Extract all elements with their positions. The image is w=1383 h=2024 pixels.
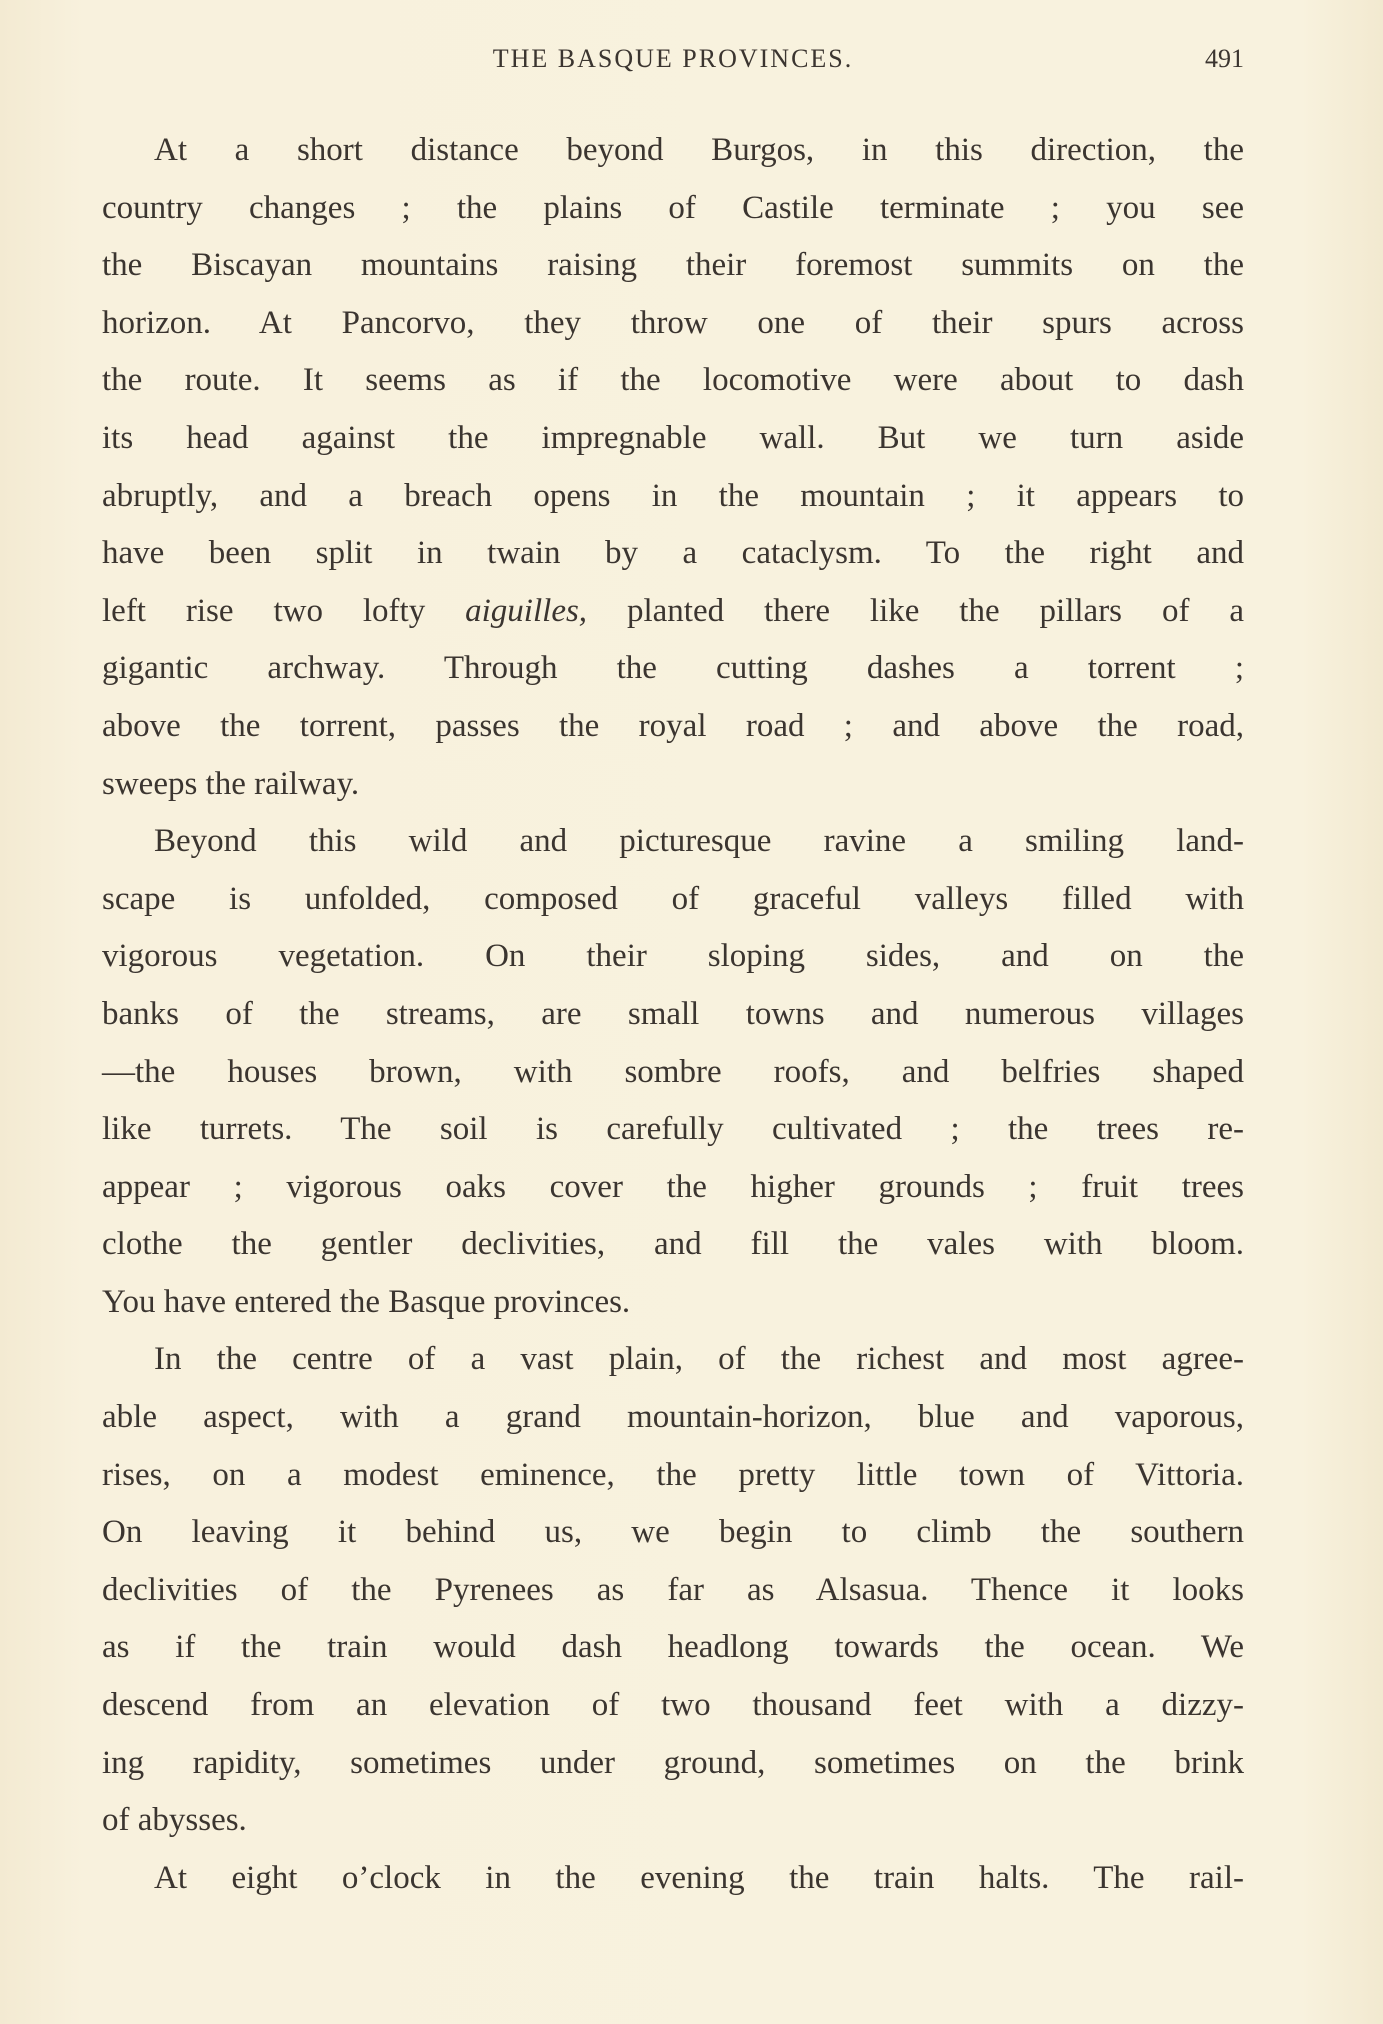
text-line: In the centre of a vast plain, of the richest and most agree- xyxy=(154,1341,1244,1378)
text-line: At eight o’clock in the evening the train halts. The rail- xyxy=(154,1859,1244,1896)
text-line: At a short distance beyond Burgos, in this direction, the xyxy=(154,132,1244,168)
text-line-with-italic xyxy=(102,583,1244,641)
text-line: the route. It seems as if the locomotive were about to dash xyxy=(102,362,1244,399)
text-line: On leaving it behind us, we begin to climb the southern xyxy=(102,1514,1244,1551)
text-segment: planted there like the pillars of a xyxy=(626,592,1245,629)
text-line: above the torrent, passes the royal road ; and above the road, xyxy=(102,707,1244,744)
paragraph-3 xyxy=(102,1331,1244,1849)
text-line: —the houses brown, with sombre roofs, and belfries shaped xyxy=(102,1053,1244,1090)
text-line: horizon. At Pancorvo, they throw one of their spurs across xyxy=(102,304,1244,341)
page-header xyxy=(102,44,1244,84)
text-line: able aspect, with a grand mountain-horizon, blue and vaporous, xyxy=(102,1399,1244,1436)
text-line: have been split in twain by a cataclysm. To the right and xyxy=(102,535,1244,572)
text-line: clothe the gentler declivities, and fill the vales with bloom. xyxy=(102,1226,1244,1263)
text-line: scape is unfolded, composed of graceful valleys filled with xyxy=(102,880,1244,917)
text-line: You have entered the Basque provinces. xyxy=(102,1283,631,1320)
text-segment: left rise two lofty xyxy=(102,592,426,629)
text-line: vigorous vegetation. On their sloping sides, and on the xyxy=(102,938,1244,975)
running-head: THE BASQUE PROVINCES. xyxy=(492,44,854,73)
text-line: rises, on a modest eminence, the pretty little town of Vittoria. xyxy=(102,1456,1244,1493)
paragraph-2 xyxy=(102,813,1244,1331)
text-line: Beyond this wild and picturesque ravine a smiling land- xyxy=(154,823,1244,860)
text-line: abruptly, and a breach opens in the mountain ; it appears to xyxy=(102,477,1244,514)
body-text xyxy=(102,122,1244,1907)
text-line: like turrets. The soil is carefully cultivated ; the trees re- xyxy=(102,1111,1244,1148)
text-line: its head against the impregnable wall. But we turn aside xyxy=(102,419,1244,456)
text-line: of abysses. xyxy=(102,1802,247,1839)
paragraph-4 xyxy=(102,1850,1244,1908)
paragraph-1 xyxy=(102,122,1244,813)
italic-word: aiguilles, xyxy=(465,592,588,629)
text-line: country changes ; the plains of Castile terminate ; you see xyxy=(102,189,1244,226)
text-line: ing rapidity, sometimes under ground, sometimes on the brink xyxy=(102,1744,1244,1781)
text-line: appear ; vigorous oaks cover the higher grounds ; fruit trees xyxy=(102,1168,1244,1205)
text-line: banks of the streams, are small towns and numerous villages xyxy=(102,995,1244,1032)
text-line: sweeps the railway. xyxy=(102,765,360,802)
text-line: descend from an elevation of two thousand feet with a dizzy- xyxy=(102,1687,1244,1724)
text-line: gigantic archway. Through the cutting dashes a torrent ; xyxy=(102,650,1244,687)
text-line: declivities of the Pyrenees as far as Alsasua. Thence it looks xyxy=(102,1571,1244,1608)
page-number: 491 xyxy=(1205,44,1244,73)
text-line: the Biscayan mountains raising their foremost summits on the xyxy=(102,247,1244,284)
text-line: as if the train would dash headlong towards the ocean. We xyxy=(102,1629,1244,1666)
